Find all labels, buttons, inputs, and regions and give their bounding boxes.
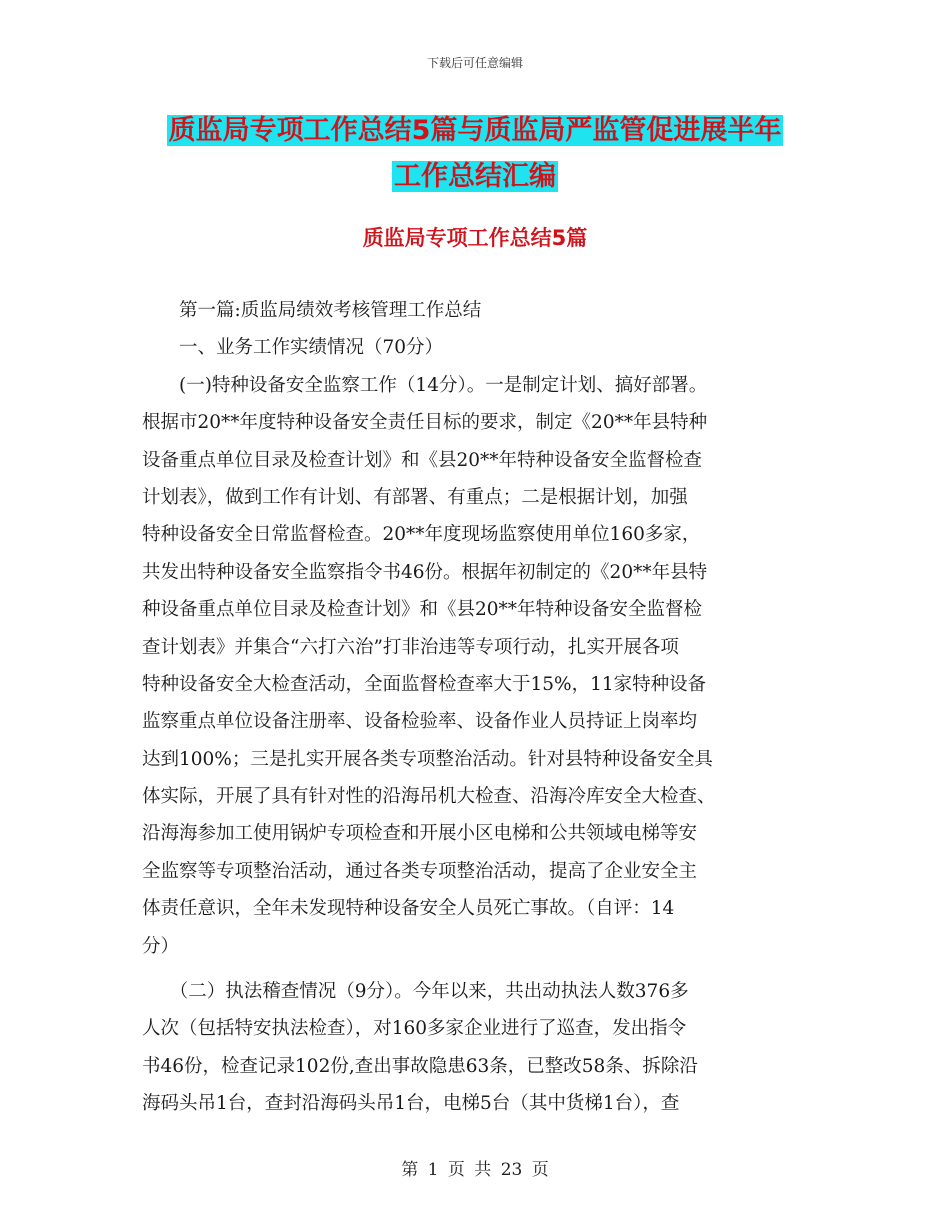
body-line: 查计划表》并集合“六打六治”打非治违等专项行动，扎实开展各项: [142, 636, 679, 658]
body-line: 书46份，检查记录102份,查出事故隐患63条，已整改58条、拆除沿: [142, 1055, 698, 1077]
body-line: 第一篇:质监局绩效考核管理工作总结: [142, 300, 482, 321]
body-line: 共发出特种设备安全监察指令书46份。根据年初制定的《20**年县特: [142, 561, 708, 583]
title-line-1: 质监局专项工作总结5篇与质监局严监管促进展半年: [168, 115, 782, 146]
section-heading: 质监局专项工作总结5篇: [362, 226, 588, 250]
body-line: 根据市20**年度特种设备安全责任目标的要求，制定《20**年县特种: [142, 412, 708, 434]
body-line: 达到100%；三是扎实开展各类专项整治活动。针对县特种设备安全具: [142, 748, 713, 770]
paragraph-gap: [142, 965, 822, 973]
body-line: （二）执法稽查情况（9分）。今年以来，共出动执法人数376多: [142, 981, 689, 1003]
body-line: 人次（包括特安执法检查），对160多家企业进行了巡查，发出指令: [142, 1018, 687, 1040]
body-line: 分）: [142, 935, 180, 957]
body-line: 海码头吊1台，查封沿海码头吊1台，电梯5台（其中货梯1台），查: [142, 1093, 680, 1115]
body-line: (一)特种设备安全监察工作（14分）。一是制定计划、搞好部署。: [142, 374, 708, 396]
body-line: 特种设备安全日常监督检查。20**年度现场监察使用单位160多家，: [142, 524, 701, 546]
body-line: 特种设备安全大检查活动，全面监督检查率大于15%，11家特种设备: [142, 673, 707, 695]
body-line: 监察重点单位设备注册率、设备检验率、设备作业人员持证上岗率均: [142, 711, 698, 733]
title-line-2: 工作总结汇编: [394, 161, 556, 192]
page-footer: 第 1 页 共 23 页: [401, 1160, 549, 1180]
body-line: 沿海海参加工使用锅炉专项检查和开展小区电梯和公共领域电梯等安: [142, 823, 698, 845]
document-title: [60, 108, 890, 200]
body-line: 设备重点单位目录及检查计划》和《县20**年特种设备安全监督检查: [142, 449, 703, 471]
body-line: 体责任意识，全年未发现特种设备安全人员死亡事故。（自评：14: [142, 898, 675, 920]
body-text: [142, 292, 822, 1123]
body-line: 一、业务工作实绩情况（70分）: [142, 337, 444, 359]
body-line: 计划表》，做到工作有计划、有部署、有重点；二是根据计划，加强: [142, 486, 688, 508]
header-note: 下载后可任意编辑: [426, 56, 523, 70]
body-line: 种设备重点单位目录及检查计划》和《县20**年特种设备安全监督检: [142, 599, 703, 621]
body-line: 全监察等专项整治活动，通过各类专项整治活动，提高了企业安全主: [142, 860, 698, 882]
body-line: 体实际，开展了具有针对性的沿海吊机大检查、沿海冷库安全大检查、: [142, 786, 716, 808]
